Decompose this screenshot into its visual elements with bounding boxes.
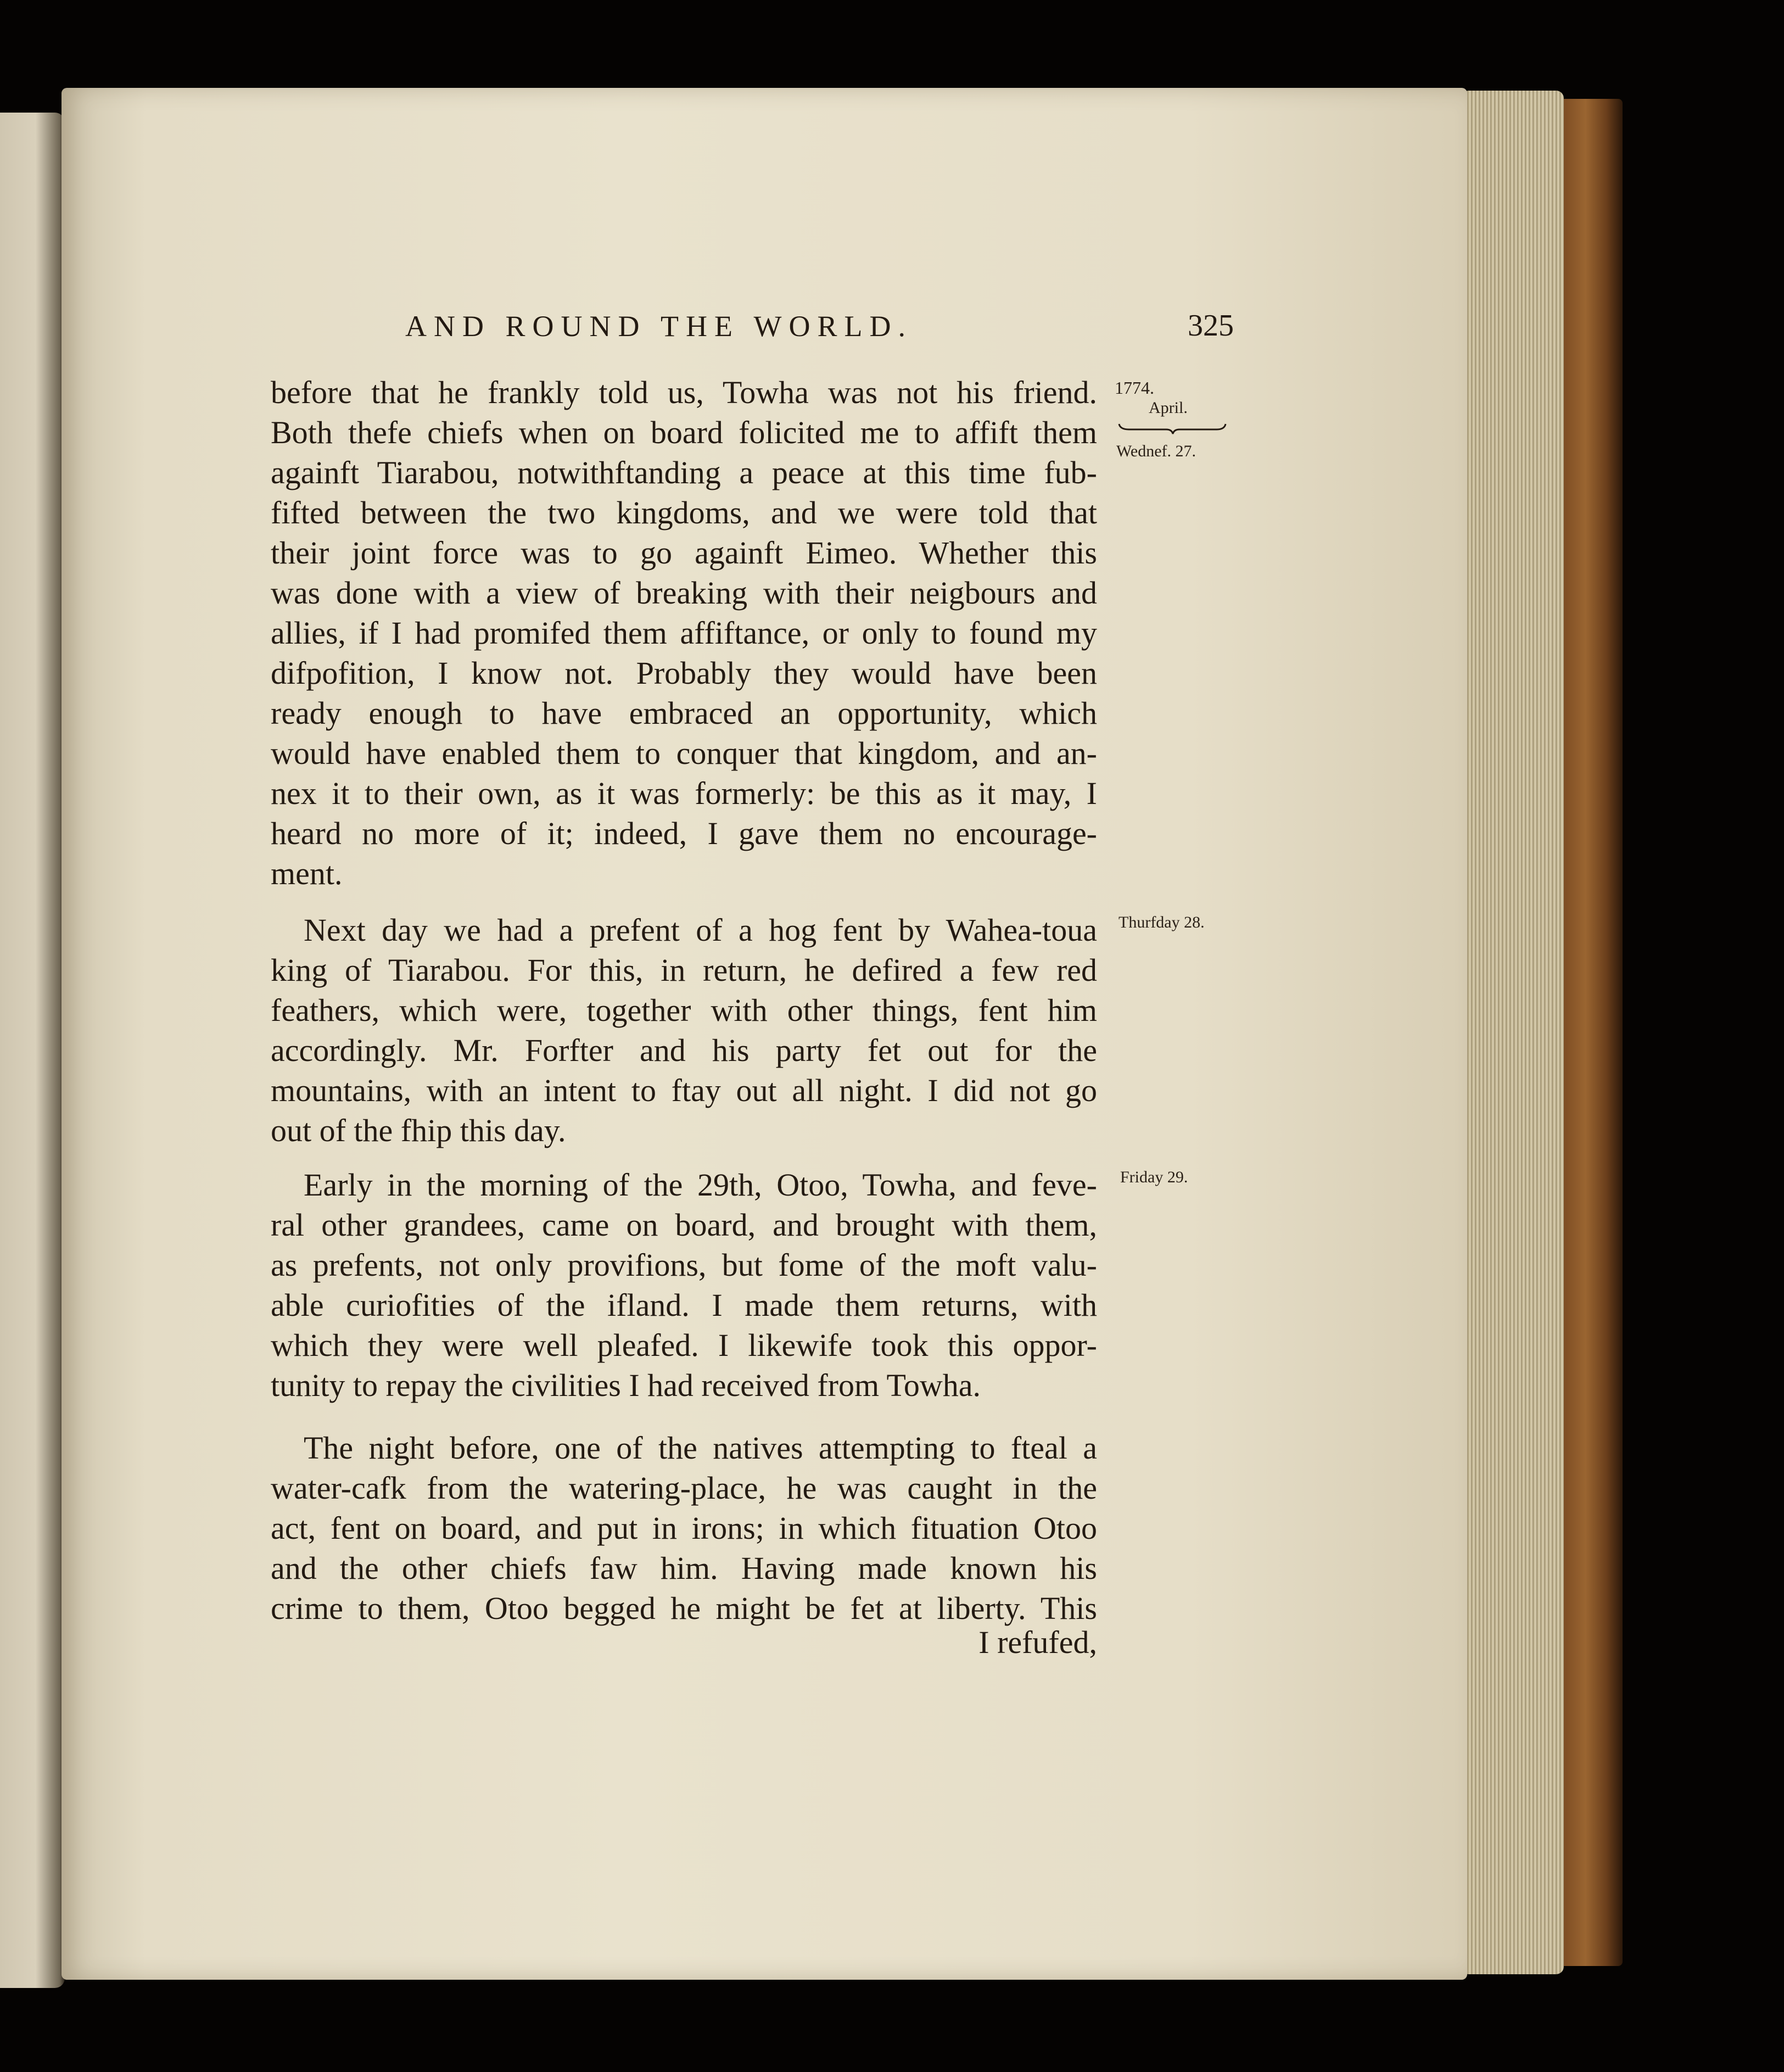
text-line: crime to them, Otoo begged he might be fet at liberty. This bbox=[271, 1590, 1097, 1626]
text-line: accordingly. Mr. Forfter and his party fet out for the bbox=[271, 1032, 1097, 1068]
text-line: Both thefe chiefs when on board folicited me to affift them bbox=[271, 415, 1097, 450]
text-line: able curiofities of the ifland. I made them returns, with bbox=[271, 1287, 1097, 1323]
text-line: as prefents, not only provifions, but fome of the moft valu- bbox=[271, 1247, 1097, 1283]
text-line: ment. bbox=[271, 856, 343, 891]
text-line: difpofition, I know not. Probably they would have been bbox=[271, 655, 1097, 691]
text-line: Early in the morning of the 29th, Otoo, Towha, and feve- bbox=[304, 1167, 1097, 1203]
text-line: act, fent on board, and put in irons; in which fituation Otoo bbox=[271, 1510, 1097, 1546]
running-title: AND ROUND THE WORLD. bbox=[405, 310, 913, 343]
text-line: water-cafk from the watering-place, he was caught in the bbox=[271, 1470, 1097, 1506]
text-line: their joint force was to go againft Eimeo. Whether this bbox=[271, 535, 1097, 571]
margin-wednesday: Wednef. 27. bbox=[1116, 442, 1196, 460]
text-line: againft Tiarabou, notwithftanding a peace at this time fub- bbox=[271, 455, 1097, 490]
text-line: ready enough to have embraced an opportunity, which bbox=[271, 695, 1097, 731]
text-line: out of the fhip this day. bbox=[271, 1113, 566, 1148]
text-line: allies, if I had promifed them affiftance, or only to found my bbox=[271, 615, 1097, 651]
text-line: fifted between the two kingdoms, and we were told that bbox=[271, 495, 1097, 530]
text-line: nex it to their own, as it was formerly: be this as it may, I bbox=[271, 775, 1097, 811]
text-line: Next day we had a prefent of a hog fent by Wahea-toua bbox=[304, 912, 1097, 948]
text-line: was done with a view of breaking with their neigbours and bbox=[271, 575, 1097, 611]
text-line: The night before, one of the natives attempting to fteal a bbox=[304, 1430, 1097, 1466]
text-line: king of Tiarabou. For this, in return, he defired a few red bbox=[271, 952, 1097, 988]
date-brace bbox=[1118, 422, 1227, 435]
margin-month: April. bbox=[1149, 399, 1188, 417]
text-line: feathers, which were, together with other things, fent him bbox=[271, 992, 1097, 1028]
text-line: before that he frankly told us, Towha was not his friend. bbox=[271, 375, 1097, 410]
text-line: mountains, with an intent to ftay out all night. I did not go bbox=[271, 1073, 1097, 1108]
page-edges bbox=[1465, 91, 1564, 1974]
text-line: would have enabled them to conquer that kingdom, and an- bbox=[271, 735, 1097, 771]
text-line: tunity to repay the civilities I had received from Towha. bbox=[271, 1367, 981, 1403]
margin-thursday: Thurfday 28. bbox=[1119, 913, 1205, 931]
facing-page bbox=[0, 113, 65, 1988]
text-line: heard no more of it; indeed, I gave them no encourage- bbox=[271, 816, 1097, 851]
text-line: which they were well pleafed. I likewife took this oppor- bbox=[271, 1327, 1097, 1363]
margin-friday: Friday 29. bbox=[1120, 1168, 1188, 1186]
margin-year: 1774. bbox=[1115, 378, 1154, 398]
catchword: I refufed, bbox=[978, 1624, 1097, 1660]
text-line: ral other grandees, came on board, and brought with them, bbox=[271, 1207, 1097, 1243]
text-line: and the other chiefs faw him. Having made known his bbox=[271, 1550, 1097, 1586]
page-number: 325 bbox=[1188, 309, 1234, 343]
